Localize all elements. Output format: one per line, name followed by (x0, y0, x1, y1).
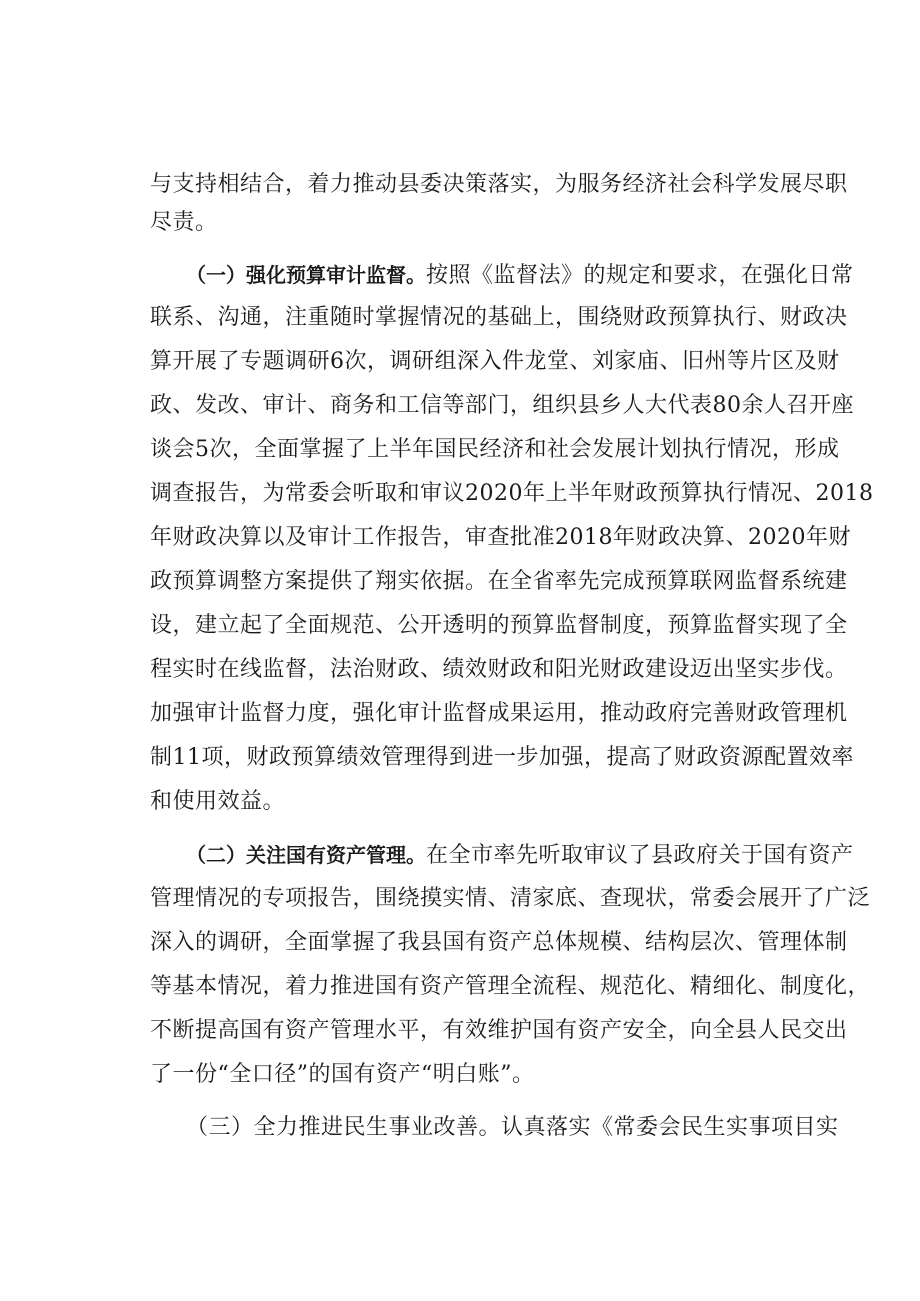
paragraph-line: 与支持相结合，着力推动县委决策落实，为服务经济社会科学发展尽职 (150, 172, 848, 197)
paragraph-line: 等基本情况，着力推进国有资产管理全流程、规范化、精细化、制度化， (150, 974, 871, 999)
paragraph-line: 联系、沟通，注重随时掌握情况的基础上，围绕财政预算执行、财政决 (150, 305, 848, 330)
section-2-first-line (186, 835, 854, 875)
section-2-heading: （二）关注国有资产管理。 (186, 843, 426, 867)
paragraph-line: 设，建立起了全面规范、公开透明的预算监督制度，预算监督实现了全 (150, 613, 848, 638)
paragraph-line: 谈会5次，全面掌握了上半年国民经济和社会发展计划执行情况，形成 (150, 437, 840, 462)
paragraph-line: 了一份“全口径”的国有资产“明白账”。 (150, 1062, 535, 1087)
paragraph-line: 程实时在线监督，法治财政、绩效财政和阳光财政建设迈出坚实步伐。 (150, 657, 848, 682)
paragraph-line: 算开展了专题调研6次，调研组深入件龙堂、刘家庙、旧州等片区及财 (150, 349, 840, 374)
paragraph-line: 加强审计监督力度，强化审计监督成果运用，推动政府完善财政管理机 (150, 701, 848, 726)
paragraph-line: 和使用效益。 (150, 789, 286, 814)
section-1-text: 按照《监督法》的规定和要求，在强化日常 (426, 263, 854, 288)
section-1-heading: （一）强化预算审计监督。 (186, 263, 426, 287)
paragraph-line: 深入的调研，全面掌握了我县国有资产总体规模、结构层次、管理体制 (150, 930, 848, 955)
paragraph-line: 调查报告，为常委会听取和审议2020年上半年财政预算执行情况、2018 (150, 481, 874, 506)
paragraph-line: 政、发改、审计、商务和工信等部门，组织县乡人大代表80余人召开座 (150, 393, 854, 418)
section-2-text: 在全市率先听取审议了县政府关于国有资产 (426, 843, 854, 868)
paragraph-line: 管理情况的专项报告，围绕摸实情、清家底、查现状，常委会展开了广泛 (150, 886, 871, 911)
section-1-first-line (186, 255, 854, 295)
paragraph-line: 不断提高国有资产管理水平，有效维护国有资产安全，向全县人民交出 (150, 1018, 848, 1043)
paragraph-line: 政预算调整方案提供了翔实依据。在全省率先完成预算联网监督系统建 (150, 569, 848, 594)
paragraph-line: 年财政决算以及审计工作报告，审查批准2018年财政决算、2020年财 (150, 525, 851, 550)
paragraph-line: 制11项，财政预算绩效管理得到进一步加强，提高了财政资源配置效率 (150, 745, 854, 770)
section-3-first-line: （三）全力推进民生事业改善。认真落实《常委会民生实事项目实 (186, 1115, 839, 1140)
paragraph-line: 尽责。 (150, 210, 218, 235)
